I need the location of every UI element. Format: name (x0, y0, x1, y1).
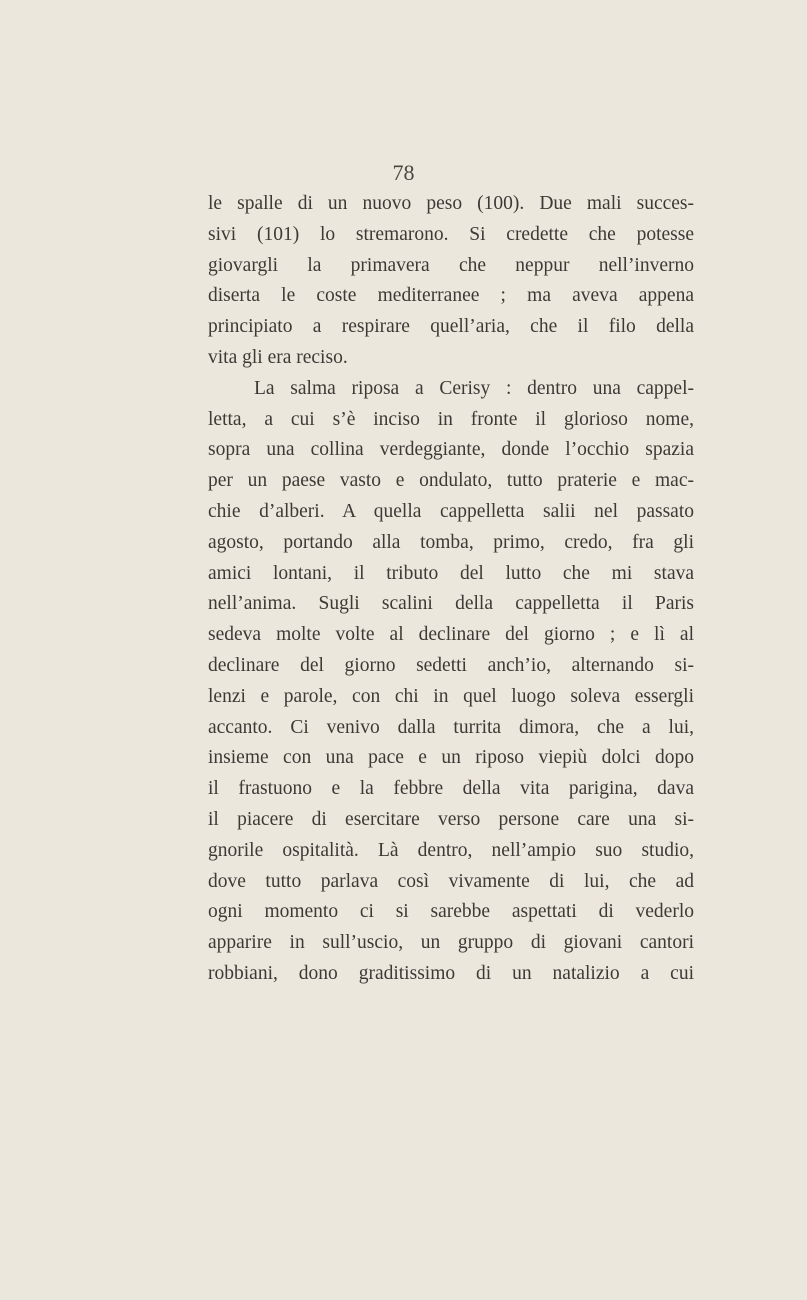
text-line: sivi (101) lo stremarono. Si credette che potesse (208, 223, 694, 245)
text-line: dove tutto parlava così vivamente di lui, che ad (208, 870, 694, 892)
text-line: diserta le coste mediterranee ; ma aveva appena (208, 285, 694, 307)
text-line: il frastuono e la febbre della vita parigina, dava (208, 778, 694, 800)
text-line: accanto. Ci venivo dalla turrita dimora, che a lui, (208, 716, 694, 738)
body-text (208, 189, 694, 990)
text-line: chie d’alberi. A quella cappelletta salii nel passato (208, 500, 694, 522)
text-line: il piacere di esercitare verso persone care una si- (208, 808, 694, 830)
text-line: le spalle di un nuovo peso (100). Due mali succes- (208, 193, 694, 214)
text-line: amici lontani, il tributo del lutto che mi stava (208, 562, 694, 584)
text-line: vita gli era reciso. (208, 346, 348, 368)
text-line: per un paese vasto e ondulato, tutto praterie e mac- (208, 470, 694, 492)
text-line: La salma riposa a Cerisy : dentro una cappel- (254, 377, 694, 399)
text-line: lenzi e parole, con chi in quel luogo soleva essergli (208, 685, 694, 707)
text-line: gnorile ospitalità. Là dentro, nell’ampio suo studio, (208, 839, 694, 861)
text-line: insieme con una pace e un riposo viepiù dolci dopo (208, 747, 694, 769)
text-line: sedeva molte volte al declinare del giorno ; e lì al (208, 624, 694, 646)
text-line: agosto, portando alla tomba, primo, credo, fra gli (208, 531, 694, 553)
text-line: ogni momento ci si sarebbe aspettati di vederlo (208, 901, 694, 923)
text-line: giovargli la primavera che neppur nell’inverno (208, 254, 694, 276)
text-line: declinare del giorno sedetti anch’io, alternando si- (208, 654, 694, 676)
text-line: letta, a cui s’è inciso in fronte il glorioso nome, (208, 408, 694, 430)
text-line: apparire in sull’uscio, un gruppo di giovani cantori (208, 932, 694, 954)
text-line: robbiani, dono graditissimo di un natalizio a cui (208, 962, 694, 984)
text-line: principiato a respirare quell’aria, che il filo della (208, 316, 694, 338)
page-number: 78 (392, 160, 415, 185)
text-line: sopra una collina verdeggiante, donde l’occhio spazia (208, 439, 694, 461)
text-line: nell’anima. Sugli scalini della cappelletta il Paris (208, 593, 694, 615)
